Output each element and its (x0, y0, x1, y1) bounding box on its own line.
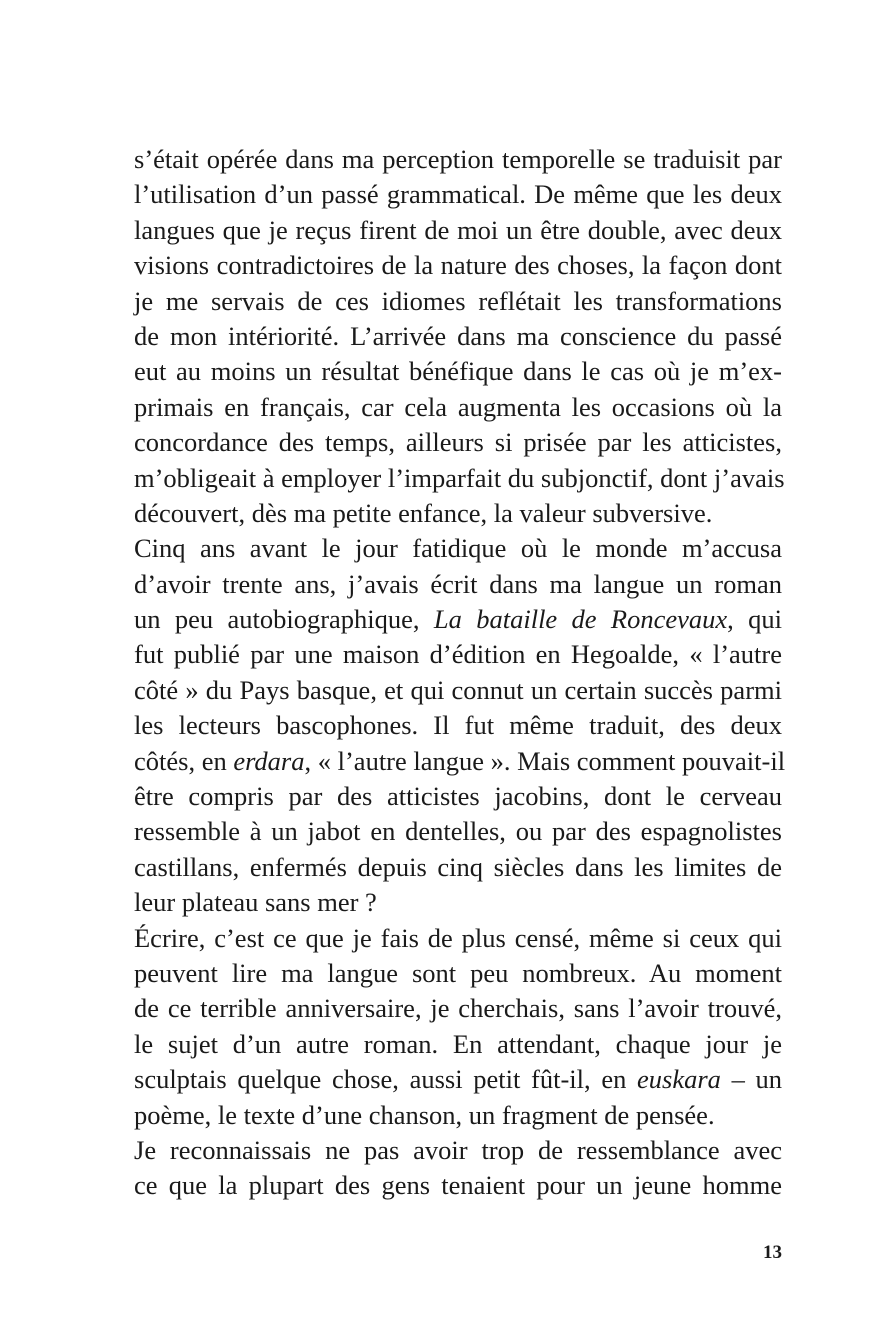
paragraph (134, 1133, 782, 1204)
text-run: leur plateau sans mer ? (134, 887, 377, 918)
text-line (134, 708, 782, 743)
text-run: ressemble à un jabot en dentelles, ou par des espagnolistes (134, 816, 782, 847)
text-run: primais en français, car cela augmenta les occasions où la (134, 391, 782, 422)
text-run: eut au moins un résultat bénéfique dans le cas où je m’ex- (134, 356, 782, 387)
text-run: un peu autobiographique, (134, 604, 434, 635)
text-line (134, 354, 782, 389)
text-run: les lecteurs bascophones. Il fut même traduit, des deux (134, 710, 782, 741)
text-line (134, 921, 782, 956)
text-line (134, 991, 782, 1026)
text-run: langues que je reçus firent de moi un être double, avec deux (134, 214, 782, 245)
text-run: de mon intériorité. L’arrivée dans ma conscience du passé (134, 320, 782, 351)
italic-text: La bataille de Roncevaux (433, 604, 728, 635)
text-run: s’était opérée dans ma perception temporelle se traduisit par (134, 144, 782, 174)
text-run: castillans, enfermés depuis cinq siècles dans les limites de (134, 851, 782, 882)
text-line (134, 850, 782, 885)
text-run: découvert, dès ma petite enfance, la valeur subversive. (134, 497, 713, 528)
paragraph (134, 921, 782, 1133)
paragraph (134, 142, 785, 531)
text-line (134, 779, 782, 814)
text-run: Je reconnaissais ne pas avoir trop de ressemblance avec (134, 1134, 782, 1165)
text-run: visions contradictoires de la nature des choses, la façon dont (134, 250, 782, 281)
text-run: fut publié par une maison d’édition en Hegoalde, « l’autre (134, 639, 782, 670)
paragraph (134, 531, 786, 920)
text-line (134, 1027, 782, 1062)
text-run: Écrire, c’est ce que je fais de plus censé, même si ceux qui (134, 922, 782, 953)
text-run: je me servais de ces idiomes reflétait les transformations (134, 285, 782, 316)
text-line (134, 284, 782, 319)
text-line (134, 390, 782, 425)
text-line (134, 177, 782, 212)
page-number: 13 (763, 1242, 782, 1263)
text-line (134, 956, 782, 991)
text-run: d’avoir trente ans, j’avais écrit dans ma langue un roman (134, 568, 782, 599)
text-run: , « l’autre langue ». Mais comment pouvait-il (304, 745, 786, 776)
text-line (134, 248, 782, 283)
text-run: côtés, en (134, 745, 234, 776)
italic-text: euskara (637, 1064, 721, 1095)
text-line (134, 213, 782, 248)
text-run: ce que la plupart des gens tenaient pour un jeune homme (134, 1170, 782, 1201)
text-run: Cinq ans avant le jour fatidique où le monde m’accusa (134, 533, 782, 564)
text-line (134, 567, 782, 602)
text-line (134, 1062, 782, 1097)
text-line (134, 496, 782, 531)
text-run: être compris par des atticistes jacobins, dont le cerveau (134, 781, 782, 812)
text-run: de ce terrible anniversaire, je cherchais, sans l’avoir trouvé, (134, 993, 782, 1024)
text-run: côté » du Pays basque, et qui connut un certain succès parmi (134, 674, 782, 705)
text-line (134, 1133, 782, 1168)
text-run: poème, le texte d’une chanson, un fragment de pensée. (134, 1099, 715, 1130)
text-run: – un (720, 1064, 782, 1095)
text-run: , qui (727, 604, 782, 635)
text-line (134, 531, 782, 566)
text-line (134, 744, 786, 779)
text-run: concordance des temps, ailleurs si prisée par les atticistes, (134, 427, 782, 458)
text-line (134, 602, 782, 637)
text-run: m’obligeait à employer l’imparfait du subjonctif, dont j’avais (134, 462, 785, 493)
text-line (134, 1098, 782, 1133)
body-text (134, 142, 786, 1204)
text-line (134, 885, 782, 920)
text-run: l’utilisation d’un passé grammatical. De même que les deux (134, 179, 782, 210)
text-run: peuvent lire ma langue sont peu nombreux. Au moment (134, 957, 782, 988)
text-line (134, 461, 785, 496)
text-line (134, 673, 782, 708)
text-run: le sujet d’un autre roman. En attendant, chaque jour je (134, 1028, 782, 1059)
text-line (134, 142, 782, 177)
text-line (134, 425, 782, 460)
text-run: sculptais quelque chose, aussi petit fût-il, en (134, 1064, 637, 1095)
text-line (134, 1168, 782, 1203)
text-line (134, 319, 782, 354)
italic-text: erdara (233, 745, 305, 776)
text-line (134, 814, 782, 849)
text-line (134, 637, 782, 672)
